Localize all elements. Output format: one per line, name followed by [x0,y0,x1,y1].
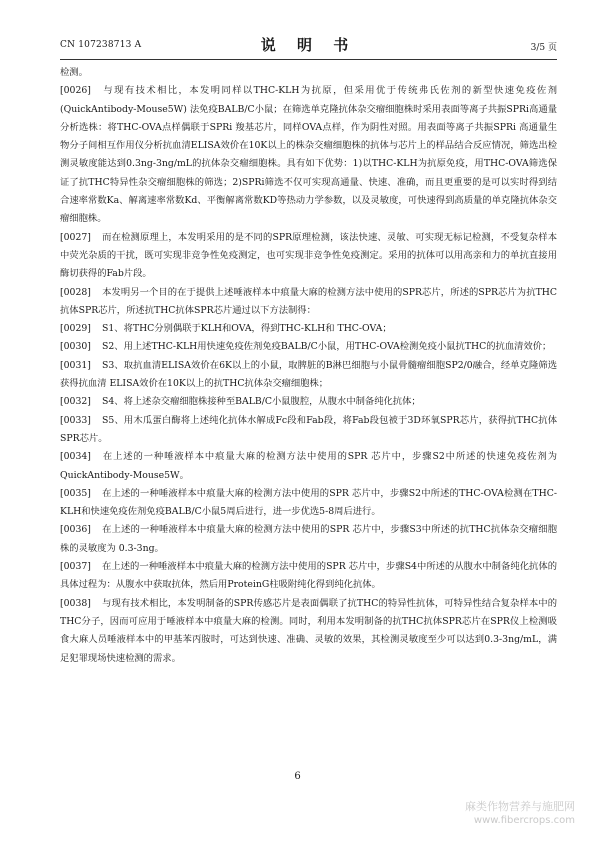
paragraph-text: S2、用上述THC-KLH用快速免疫佐剂免疫BALB/C小鼠，用THC-OVA检测免疫小鼠抗THC的抗血清效价； [102,341,552,353]
header-rule [60,59,557,60]
paragraph [60,412,557,449]
paragraph [60,521,557,558]
watermark-title: 麻类作物营养与施肥网 [465,800,575,813]
page-header [60,34,557,58]
paragraph-number: [0029] [60,323,91,335]
paragraph-number: [0028] [60,286,91,298]
paragraph-number: [0030] [60,341,91,353]
paragraph [60,82,557,228]
paragraph-number: [0036] [60,524,91,536]
paragraph [60,320,557,338]
paragraph-text: 与现有技术相比，本发明同样以THC-KLH为抗原，但采用优于传统弗氏佐剂的新型快速免疫佐剂(QuickAntibody-Mouse5W) 法免疫BALB/C小鼠；在筛选单克隆抗体杂交瘤细胞株时采用表面等离子共振SPRi高通量分析选株：将THC-OVA点样偶联于SPRi 羧基芯片，同样OVA点样，作为阴性对照。用表面等离子共振SPRi 高通量生物分子间相互作用仪分析抗血清ELISA效价在10K以上的株杂交瘤细胞株的抗体与芯片上的样品结合反应情况，筛选出检测灵敏度能达到0.3ng-3ng/mL的抗体杂交瘤细胞株。具有如下优势：1)以THC-KLH为抗原免疫，用THC-OVA筛选保证了抗THC特异性杂交瘤细胞株的筛选；2)SPRi筛选不仅可实现高通量、快速、准确，而且更重要的是可以实时得到结合速率常数Ka、解离速率常数Kd、平衡解离常数KD等热动力学参数，以及灵敏度，可快速得到高质量的单克隆抗体杂交瘤细胞株。 [60,85,557,225]
paragraph-text: S4、将上述杂交瘤细胞株接种至BALB/C小鼠腹腔，从腹水中制备纯化抗体； [102,396,421,408]
paragraph [60,357,557,394]
continuation-text: 检测。 [60,67,88,78]
paragraph-text: 而在检测原理上，本发明采用的是不同的SPR原理检测，该法快速、灵敏、可实现无标记检测，不受复杂样本中荧光杂质的干扰，既可实现非竞争性免疫测定，也可实现非竞争性免疫测定。采用的抗体可以用高亲和力的单抗直接用酶切获得的Fab片段。 [60,231,557,280]
paragraph-text: 在上述的一种唾液样本中痕量大麻的检测方法中使用的SPR 芯片中，步骤S4中所述的从腹水中制备纯化抗体的具体过程为：从腹水中获取抗体，然后用ProteinG柱吸附纯化得到纯化抗体。 [60,561,557,591]
paragraph-number: [0038] [60,597,91,609]
paragraph [60,448,557,485]
paragraph-number: [0027] [60,231,91,243]
paragraph-number: [0035] [60,487,91,499]
paragraph [60,284,557,321]
paragraph [60,558,557,595]
paragraph-number: [0026] [60,85,91,97]
paragraph-text: 与现有技术相比，本发明制备的SPR传感芯片是表面偶联了抗THC的特异性抗体，可特异性结合复杂样本中的THC分子，因而可应用于唾液样本中痕量大麻的检测。同时，利用本发明制备的抗THC抗体SPR芯片在SPR仪上检测吸食大麻人员唾液样本中的甲基苯丙胺时，可达到快速、准确、灵敏的效果，其检测灵敏度至少可以达到0.3-3ng/mL，满足犯罪现场快速检测的需求。 [60,597,557,664]
patent-number: CN 107238713 A [60,40,142,50]
paragraph-number: [0031] [60,359,91,371]
paragraph-text: S1、将THC分别偶联于KLH和OVA，得到THC-KLH和 THC-OVA； [102,323,392,335]
paragraph [60,393,557,411]
document-title: 说 明 书 [260,36,357,54]
paragraph-number: [0037] [60,561,91,573]
page-number: 6 [294,771,301,782]
paragraph [60,338,557,356]
paragraph [60,595,557,668]
paragraph-number: [0032] [60,396,91,408]
paragraph-text: S3、取抗血清ELISA效价在6K以上的小鼠，取脾脏的B淋巴细胞与小鼠骨髓瘤细胞SP2/0融合，经单克隆筛选获得抗血清 ELISA效价在10K以上的抗THC抗体杂交瘤细胞株； [60,359,557,390]
paragraph-number: [0034] [60,451,91,463]
body-text [60,64,557,668]
paragraph-number: [0033] [60,414,91,426]
watermark [465,800,575,828]
paragraph-text: 在上述的一种唾液样本中痕量大麻的检测方法中使用的SPR 芯片中，步骤S2中所述的THC-OVA检测在THC-KLH和快速免疫佐剂免疫BALB/C小鼠5周后进行，进一步优选5-8周后进行。 [60,487,557,518]
paragraph-text: S5、用木瓜蛋白酶将上述纯化抗体水解成Fc段和Fab段，将Fab段包被于3D环氧SPR芯片，获得抗THC抗体SPR芯片。 [60,414,557,444]
paragraph [60,229,557,284]
paragraph-text: 在上述的一种唾液样本中痕量大麻的检测方法中使用的SPR 芯片中，步骤S3中所述的抗THC抗体杂交瘤细胞株的灵敏度为 0.3-3ng。 [60,524,557,554]
watermark-url: www.fibercrops.com [473,815,575,826]
paragraph-text: 在上述的一种唾液样本中痕量大麻的检测方法中使用的SPR 芯片中，步骤S2中所述的快速免疫佐剂为 QuickAntibody-Mouse5W。 [60,451,557,481]
page-indicator: 3/5 页 [530,43,557,53]
paragraph [60,485,557,522]
paragraph-text: 本发明另一个目的在于提供上述唾液样本中痕量大麻的检测方法中使用的SPR芯片，所述的SPR芯片为抗THC抗体SPR芯片，所述抗THC抗体SPR芯片通过以下方法制得： [60,286,557,316]
